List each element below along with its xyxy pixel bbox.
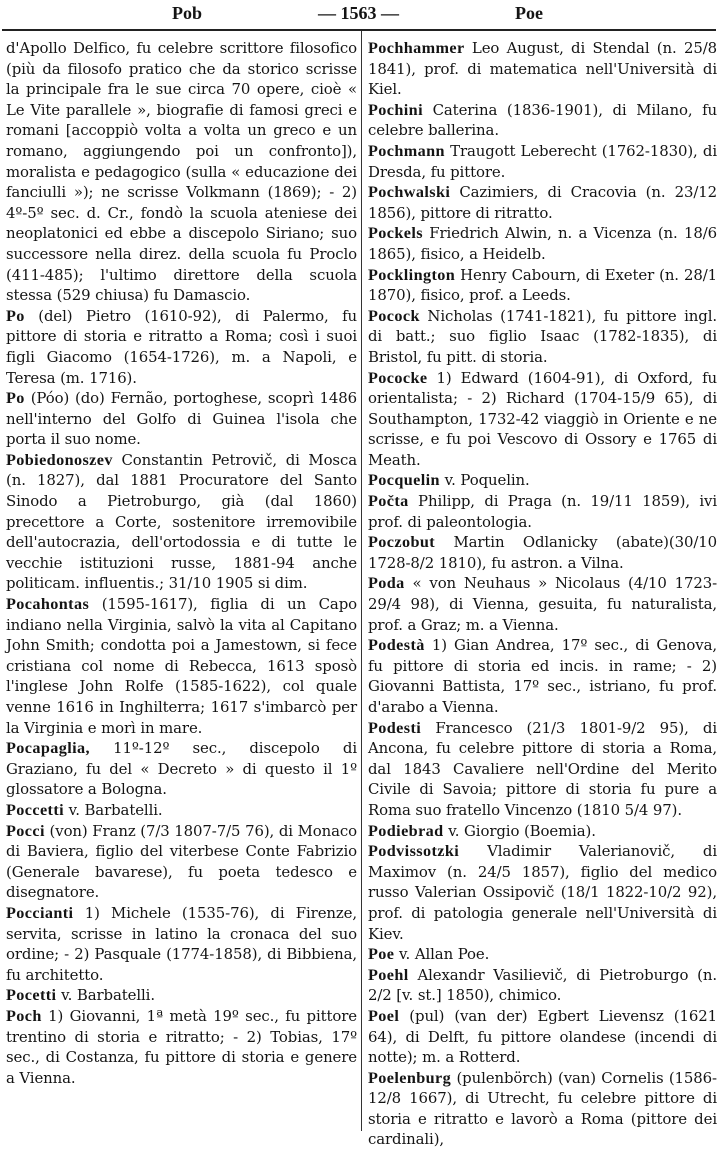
- entry-headword: Po: [6, 389, 25, 408]
- entry-headword: Poch: [6, 1006, 42, 1025]
- entry-text: 1) Gian Andrea, 17º sec., di Genova, fu pittore di storia ed incis. in rame; - 2) Giovanni Battista, 17º sec., istriano, fu prof. d'arabo a Vienna.: [368, 636, 717, 716]
- dictionary-entry: [368, 1006, 717, 1068]
- dictionary-entry: [6, 903, 357, 985]
- dictionary-entry: [368, 141, 717, 182]
- dictionary-entry: [6, 985, 357, 1006]
- entry-headword: Po: [6, 306, 25, 325]
- entry-headword: Podestà: [368, 636, 425, 655]
- dictionary-entry: [368, 635, 717, 717]
- dictionary-entry: [6, 388, 357, 450]
- entry-text: Traugott Leberecht (1762-1830), di Dresda, fu pittore.: [368, 141, 717, 181]
- entry-headword: Poczobut: [368, 533, 436, 552]
- entry-text: v. Poquelin.: [444, 471, 530, 490]
- entry-headword: Pochhammer: [368, 39, 465, 57]
- dictionary-entry: [368, 470, 717, 491]
- entry-headword: Pocetti: [6, 986, 57, 1005]
- entry-text: Philipp, di Praga (n. 19/11 1859), ivi prof. di paleontologia.: [368, 492, 717, 531]
- entry-text: 1) Michele (1535-76), di Firenze, servita, scrisse in latino la cronaca del suo ordine; - 2) Pasquale (1774-1858), di Bibbiena, fu architetto.: [6, 903, 357, 984]
- entry-headword: Pocci: [6, 821, 45, 840]
- entry-headword: Poehl: [368, 965, 409, 984]
- dictionary-entry: [6, 38, 357, 306]
- entry-text: Nicholas (1741-1821), fu pittore ingl. di batt.; suo figlio Isaac (1782-1835), di Bristol, fu pitt. di storia.: [368, 306, 717, 366]
- entry-headword: Poelenburg: [368, 1068, 452, 1087]
- entry-headword: Poda: [368, 574, 405, 593]
- entry-text: Alexandr Vasilievič, di Pietroburgo (n. 2/2 [v. st.] 1850), chimico.: [368, 965, 717, 1005]
- entry-headword: Pochwalski: [368, 183, 451, 202]
- entry-text: Constantin Petrovič, di Mosca (n. 1827), dal 1881 Procuratore del Santo Sinodo a Pietroburgo, già (dal 1860) precettore a Corte, sostenitore irremovibile dell'autocrazia, dell'ortodossia e di tutte le vecchie istituzioni russe, 1881-94 anche politicam. influentis.; 31/10 1905 si dim.: [6, 450, 357, 593]
- dictionary-entry: [368, 265, 717, 306]
- dictionary-entry: [368, 944, 717, 965]
- dictionary-entry: [368, 100, 717, 141]
- entry-headword: Poel: [368, 1006, 400, 1025]
- entry-text: Friedrich Alwin, n. a Vicenza (n. 18/6 1865), fisico, a Heidelb.: [368, 224, 717, 263]
- entry-text: d'Apollo Delfico, fu celebre scrittore filosofico (più da filosofo pratico che da storico scrisse la principale fra le sue circa 70 opere, cioè « Le Vite parallele », biografie di famosi greci e romani [accoppiò volta a volta un greco e un romano, aggiungendo poi un confronto]), moralista e pedagogico (sulla « educazione dei fanciulli »); ne scrisse Volkmann (1869); - 2) 4º-5º sec. d. Cr., fondò la scuola ateniese dei neoplatonici ed ebbe a discepolo Siriano; suo successore nella direz. della scuola fu Proclo (411-485); l'ultimo direttore della scuola stessa (529 chiusa) fu Damascio.: [6, 39, 357, 305]
- running-header: [0, 3, 718, 29]
- dictionary-entry: [6, 821, 357, 903]
- dictionary-entry: [6, 450, 357, 594]
- entry-headword: Pochini: [368, 100, 423, 119]
- entry-headword: Pocklington: [368, 265, 456, 284]
- column-divider: [361, 31, 362, 1131]
- entry-text: (von) Franz (7/3 1807-7/5 76), di Monaco di Baviera, figlio del viterbese Conte Fabrizio (Generale bavarese), fu poeta tedesco e disegnatore.: [6, 821, 357, 902]
- left-column: [6, 38, 357, 1088]
- entry-text: (pul) (van der) Egbert Lievensz (1621 64), di Delft, fu pittore olandese (incendi di notte); m. a Rotterd.: [368, 1006, 717, 1067]
- entry-text: (pulenbörch) (van) Cornelis (1586-12/8 1667), di Utrecht, fu celebre pittore di storia e ritratto e lavorò a Roma (pittore dei cardinali),: [368, 1068, 717, 1149]
- entry-text: Martin Odlanicky (abate)(30/10 1728-8/2 1810), fu astron. a Vilna.: [368, 533, 717, 572]
- dictionary-entry: [6, 800, 357, 821]
- entry-headword: Podvissotzki: [368, 842, 460, 861]
- dictionary-entry: [368, 821, 717, 842]
- entry-headword: Poe: [368, 945, 395, 964]
- entry-headword: Poccetti: [6, 800, 65, 819]
- dictionary-entry: [368, 223, 717, 264]
- header-right-guideword: Poe: [515, 3, 543, 23]
- page-number: — 1563 —: [318, 3, 399, 23]
- entry-headword: Pococke: [368, 368, 428, 387]
- entry-text: (1595-1617), figlia di un Capo indiano nella Virginia, salvò la vita al Capitano John Smith; condotta poi a Jamestown, si fece cristiana col nome di Rebecca, 1613 sposò l'inglese John Rolfe (1585-1622), col quale venne 1616 in Inghilterra; 1617 s'imbarcò per la Virginia e morì in mare.: [6, 595, 357, 737]
- entry-text: Cazimiers, di Cracovia (n. 23/12 1856), pittore di ritratto.: [368, 183, 717, 222]
- entry-headword: Počta: [368, 492, 409, 511]
- entry-text: Henry Cabourn, di Exeter (n. 28/1 1870), fisico, prof. a Leeds.: [368, 265, 717, 305]
- dictionary-entry: [6, 306, 357, 388]
- dictionary-entry: [6, 594, 357, 738]
- entry-text: v. Giorgio (Boemia).: [448, 821, 596, 840]
- entry-text: (del) Pietro (1610-92), di Palermo, fu pittore di storia e ritratto a Roma; così i suoi figli Giacomo (1654-1726), m. a Napoli, e Teresa (m. 1716).: [6, 306, 357, 387]
- entry-text: Caterina (1836-1901), di Milano, fu celebre ballerina.: [368, 100, 717, 140]
- right-column: [368, 38, 717, 1150]
- dictionary-entry: [368, 718, 717, 821]
- dictionary-entry: [368, 182, 717, 223]
- dictionary-entry: [368, 532, 717, 573]
- dictionary-entry: [368, 491, 717, 532]
- dictionary-entry: [368, 965, 717, 1006]
- entry-text: v. Allan Poe.: [399, 945, 490, 964]
- entry-headword: Pobiedonoszev: [6, 450, 113, 469]
- entry-text: (Póo) (do) Fernão, portoghese, scoprì 1486 nell'interno del Golfo di Guinea l'isola che porta il suo nome.: [6, 389, 357, 449]
- entry-headword: Poccianti: [6, 903, 74, 922]
- dictionary-entry: [6, 738, 357, 800]
- entry-text: Vladimir Valerianovič, di Maximov (n. 24/5 1857), figlio del medico russo Valerian Ossipovič (18/1 1822-10/2 92), prof. di patologia generale nell'Università di Kiev.: [368, 842, 717, 943]
- dictionary-entry: [368, 841, 717, 944]
- entry-headword: Pocquelin: [368, 471, 440, 490]
- entry-headword: Pocapaglia,: [6, 739, 90, 758]
- entry-text: v. Barbatelli.: [61, 986, 155, 1005]
- entry-text: v. Barbatelli.: [68, 800, 163, 819]
- entry-headword: Podesti: [368, 718, 422, 737]
- dictionary-entry: [368, 573, 717, 635]
- header-left-guideword: Pob: [172, 3, 203, 23]
- entry-headword: Pochmann: [368, 141, 445, 160]
- entry-text: 11º-12º sec., discepolo di Graziano, fu del « Decreto » di questo il 1º glossatore a Bologna.: [6, 739, 357, 799]
- entry-text: 1) Giovanni, 1ª metà 19º sec., fu pittore trentino di storia e ritratto; - 2) Tobias, 17º sec., di Costanza, fu pittore di storia e genere a Vienna.: [6, 1006, 357, 1087]
- entry-headword: Podiebrad: [368, 821, 444, 840]
- entry-text: « von Neuhaus » Nicolaus (4/10 1723-29/4 98), di Vienna, gesuita, fu naturalista, prof. a Graz; m. a Vienna.: [368, 574, 717, 634]
- entry-headword: Pocahontas: [6, 595, 90, 614]
- dictionary-entry: [368, 306, 717, 368]
- entry-headword: Pocock: [368, 306, 420, 325]
- dictionary-entry: [368, 1068, 717, 1150]
- dictionary-entry: [368, 368, 717, 471]
- entry-text: Leo August, di Stendal (n. 25/8 1841), prof. di matematica nell'Università di Kiel.: [368, 39, 717, 99]
- entry-text: 1) Edward (1604-91), di Oxford, fu orientalista; - 2) Richard (1704-15/9 65), di Southampton, 1732-42 viaggiò in Oriente e ne scrisse, e fu poi Vescovo di Ossory e 1765 di Meath.: [368, 368, 717, 469]
- entry-text: Francesco (21/3 1801-9/2 95), di Ancona, fu celebre pittore di storia a Roma, dal 1843 Cavaliere nell'Ordine del Merito Civile di Savoia; pittore di storia fu pure a Roma suo fratello Vincenzo (1810 5/4 97).: [368, 718, 717, 819]
- entry-headword: Pockels: [368, 224, 423, 243]
- dictionary-entry: [6, 1006, 357, 1088]
- header-rule: [2, 29, 716, 31]
- dictionary-entry: [368, 38, 717, 100]
